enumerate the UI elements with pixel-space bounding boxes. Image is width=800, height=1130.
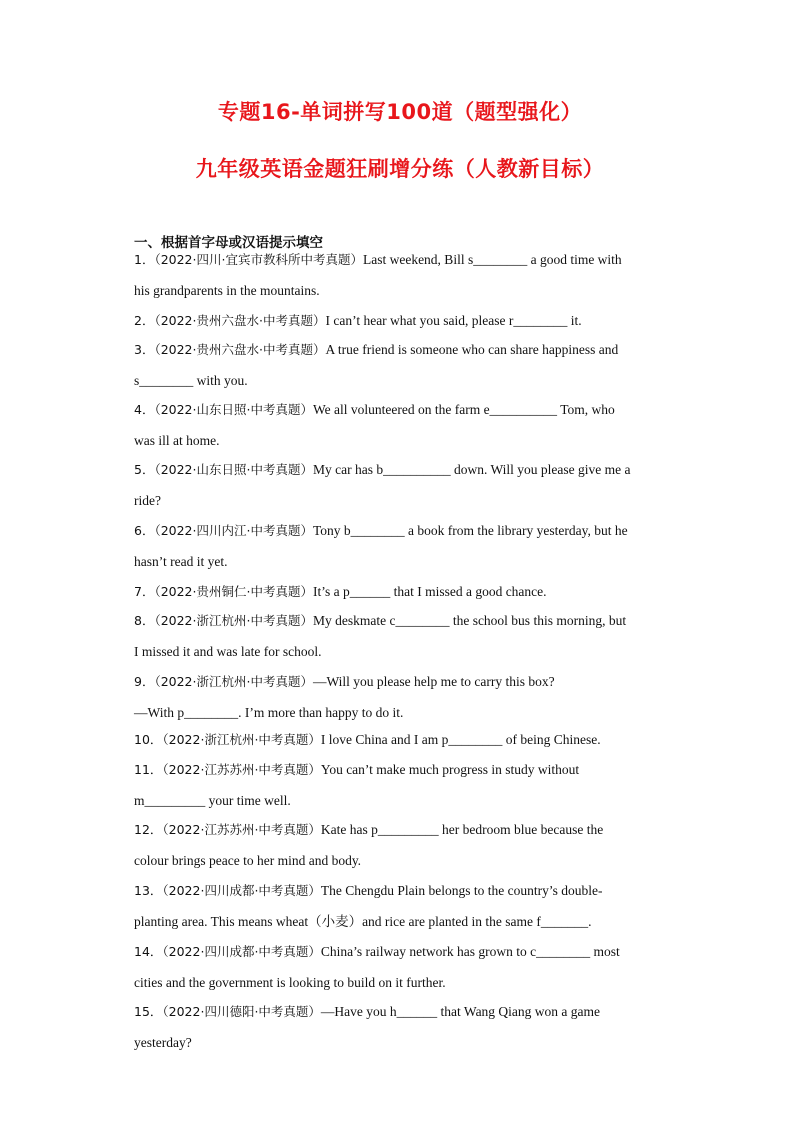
- question-source: （2022·浙江杭州·中考真题）: [154, 613, 313, 628]
- question-text-continued: his grandparents in the mountains.: [134, 282, 320, 298]
- question-item: [134, 606, 674, 667]
- question-text: My car has b__________ down. Will you please give me a: [312, 462, 631, 477]
- question-item: [134, 455, 674, 516]
- question-source: （2022·四川内江·中考真题）: [154, 523, 313, 538]
- question-text: Last weekend, Bill s________ a good time with: [362, 252, 622, 267]
- question-number: 5．: [134, 462, 155, 477]
- question-number: 13．: [134, 883, 163, 898]
- question-number: 14．: [134, 944, 163, 959]
- question-number: 12．: [134, 822, 163, 837]
- question-item: [134, 245, 674, 306]
- question-number: 9．: [134, 674, 155, 689]
- question-source: （2022·四川·宜宾市教科所中考真题）: [154, 252, 363, 267]
- question-source: （2022·山东日照·中考真题）: [154, 462, 313, 477]
- question-number: 6．: [134, 523, 155, 538]
- question-number: 1．: [134, 252, 155, 267]
- question-item: [134, 577, 674, 608]
- question-item: [134, 306, 674, 337]
- question-number: 8．: [134, 613, 155, 628]
- question-item: [134, 725, 674, 756]
- question-item: [134, 667, 674, 728]
- question-text-continued: —With p________. I’m more than happy to do it.: [134, 704, 404, 720]
- question-text-continued: hasn’t read it yet.: [134, 553, 228, 569]
- question-number: 4．: [134, 402, 155, 417]
- question-text: —Will you please help me to carry this box?: [312, 674, 555, 689]
- question-text: Tony b________ a book from the library yesterday, but he: [312, 523, 628, 538]
- question-item: [134, 876, 674, 937]
- question-text: A true friend is someone who can share happiness and: [325, 342, 619, 357]
- question-text-continued: s________ with you.: [134, 372, 248, 388]
- question-source: （2022·江苏苏州·中考真题）: [162, 762, 321, 777]
- question-text-continued: m_________ your time well.: [134, 792, 291, 808]
- question-number: 11．: [134, 762, 163, 777]
- question-text: We all volunteered on the farm e__________ Tom, who: [312, 402, 615, 417]
- question-item: [134, 335, 674, 396]
- question-text: I can’t hear what you said, please r________ it.: [325, 313, 582, 328]
- question-source: （2022·四川德阳·中考真题）: [162, 1004, 321, 1019]
- question-source: （2022·贵州铜仁·中考真题）: [154, 584, 313, 599]
- question-source: （2022·四川成都·中考真题）: [162, 883, 321, 898]
- question-source: （2022·浙江杭州·中考真题）: [154, 674, 313, 689]
- question-number: 10．: [134, 732, 163, 747]
- question-text-continued: was ill at home.: [134, 432, 220, 448]
- question-source: （2022·四川成都·中考真题）: [162, 944, 321, 959]
- question-item: [134, 516, 674, 577]
- question-number: 3．: [134, 342, 155, 357]
- question-text: —Have you h______ that Wang Qiang won a game: [320, 1004, 601, 1019]
- question-item: [134, 395, 674, 456]
- question-text-continued: yesterday?: [134, 1034, 192, 1050]
- question-source: （2022·贵州六盘水·中考真题）: [154, 342, 326, 357]
- question-text: Kate has p_________ her bedroom blue because the: [320, 822, 604, 837]
- question-text: China’s railway network has grown to c________ most: [320, 944, 620, 959]
- question-text: My deskmate c________ the school bus this morning, but: [312, 613, 627, 628]
- question-text-continued: colour brings peace to her mind and body.: [134, 852, 362, 868]
- question-source: （2022·浙江杭州·中考真题）: [162, 732, 321, 747]
- question-text: I love China and I am p________ of being Chinese.: [320, 732, 601, 747]
- question-item: [134, 937, 674, 998]
- question-source: （2022·江苏苏州·中考真题）: [162, 822, 321, 837]
- document-subtitle: 九年级英语金题狂刷增分练（人教新目标）: [195, 157, 605, 181]
- question-text-continued: cities and the government is looking to build on it further.: [134, 974, 446, 990]
- question-item: [134, 997, 674, 1058]
- question-number: 2．: [134, 313, 155, 328]
- question-source: （2022·贵州六盘水·中考真题）: [154, 313, 326, 328]
- question-item: [134, 815, 674, 876]
- question-text-continued: ride?: [134, 492, 161, 508]
- question-text-continued: I missed it and was late for school.: [134, 643, 322, 659]
- question-text-continued: planting area. This means wheat（小麦）and rice are planted in the same f_______.: [134, 913, 592, 929]
- section-heading: 一、根据首字母或汉语提示填空: [134, 235, 323, 251]
- document-title: 专题16-单词拼写100道（题型强化）: [217, 100, 583, 124]
- question-text: It’s a p______ that I missed a good chance.: [312, 584, 547, 599]
- question-source: （2022·山东日照·中考真题）: [154, 402, 313, 417]
- question-text: The Chengdu Plain belongs to the country’s double-: [320, 883, 603, 898]
- question-item: [134, 755, 674, 816]
- question-number: 7．: [134, 584, 155, 599]
- question-number: 15．: [134, 1004, 163, 1019]
- question-text: You can’t make much progress in study without: [320, 762, 580, 777]
